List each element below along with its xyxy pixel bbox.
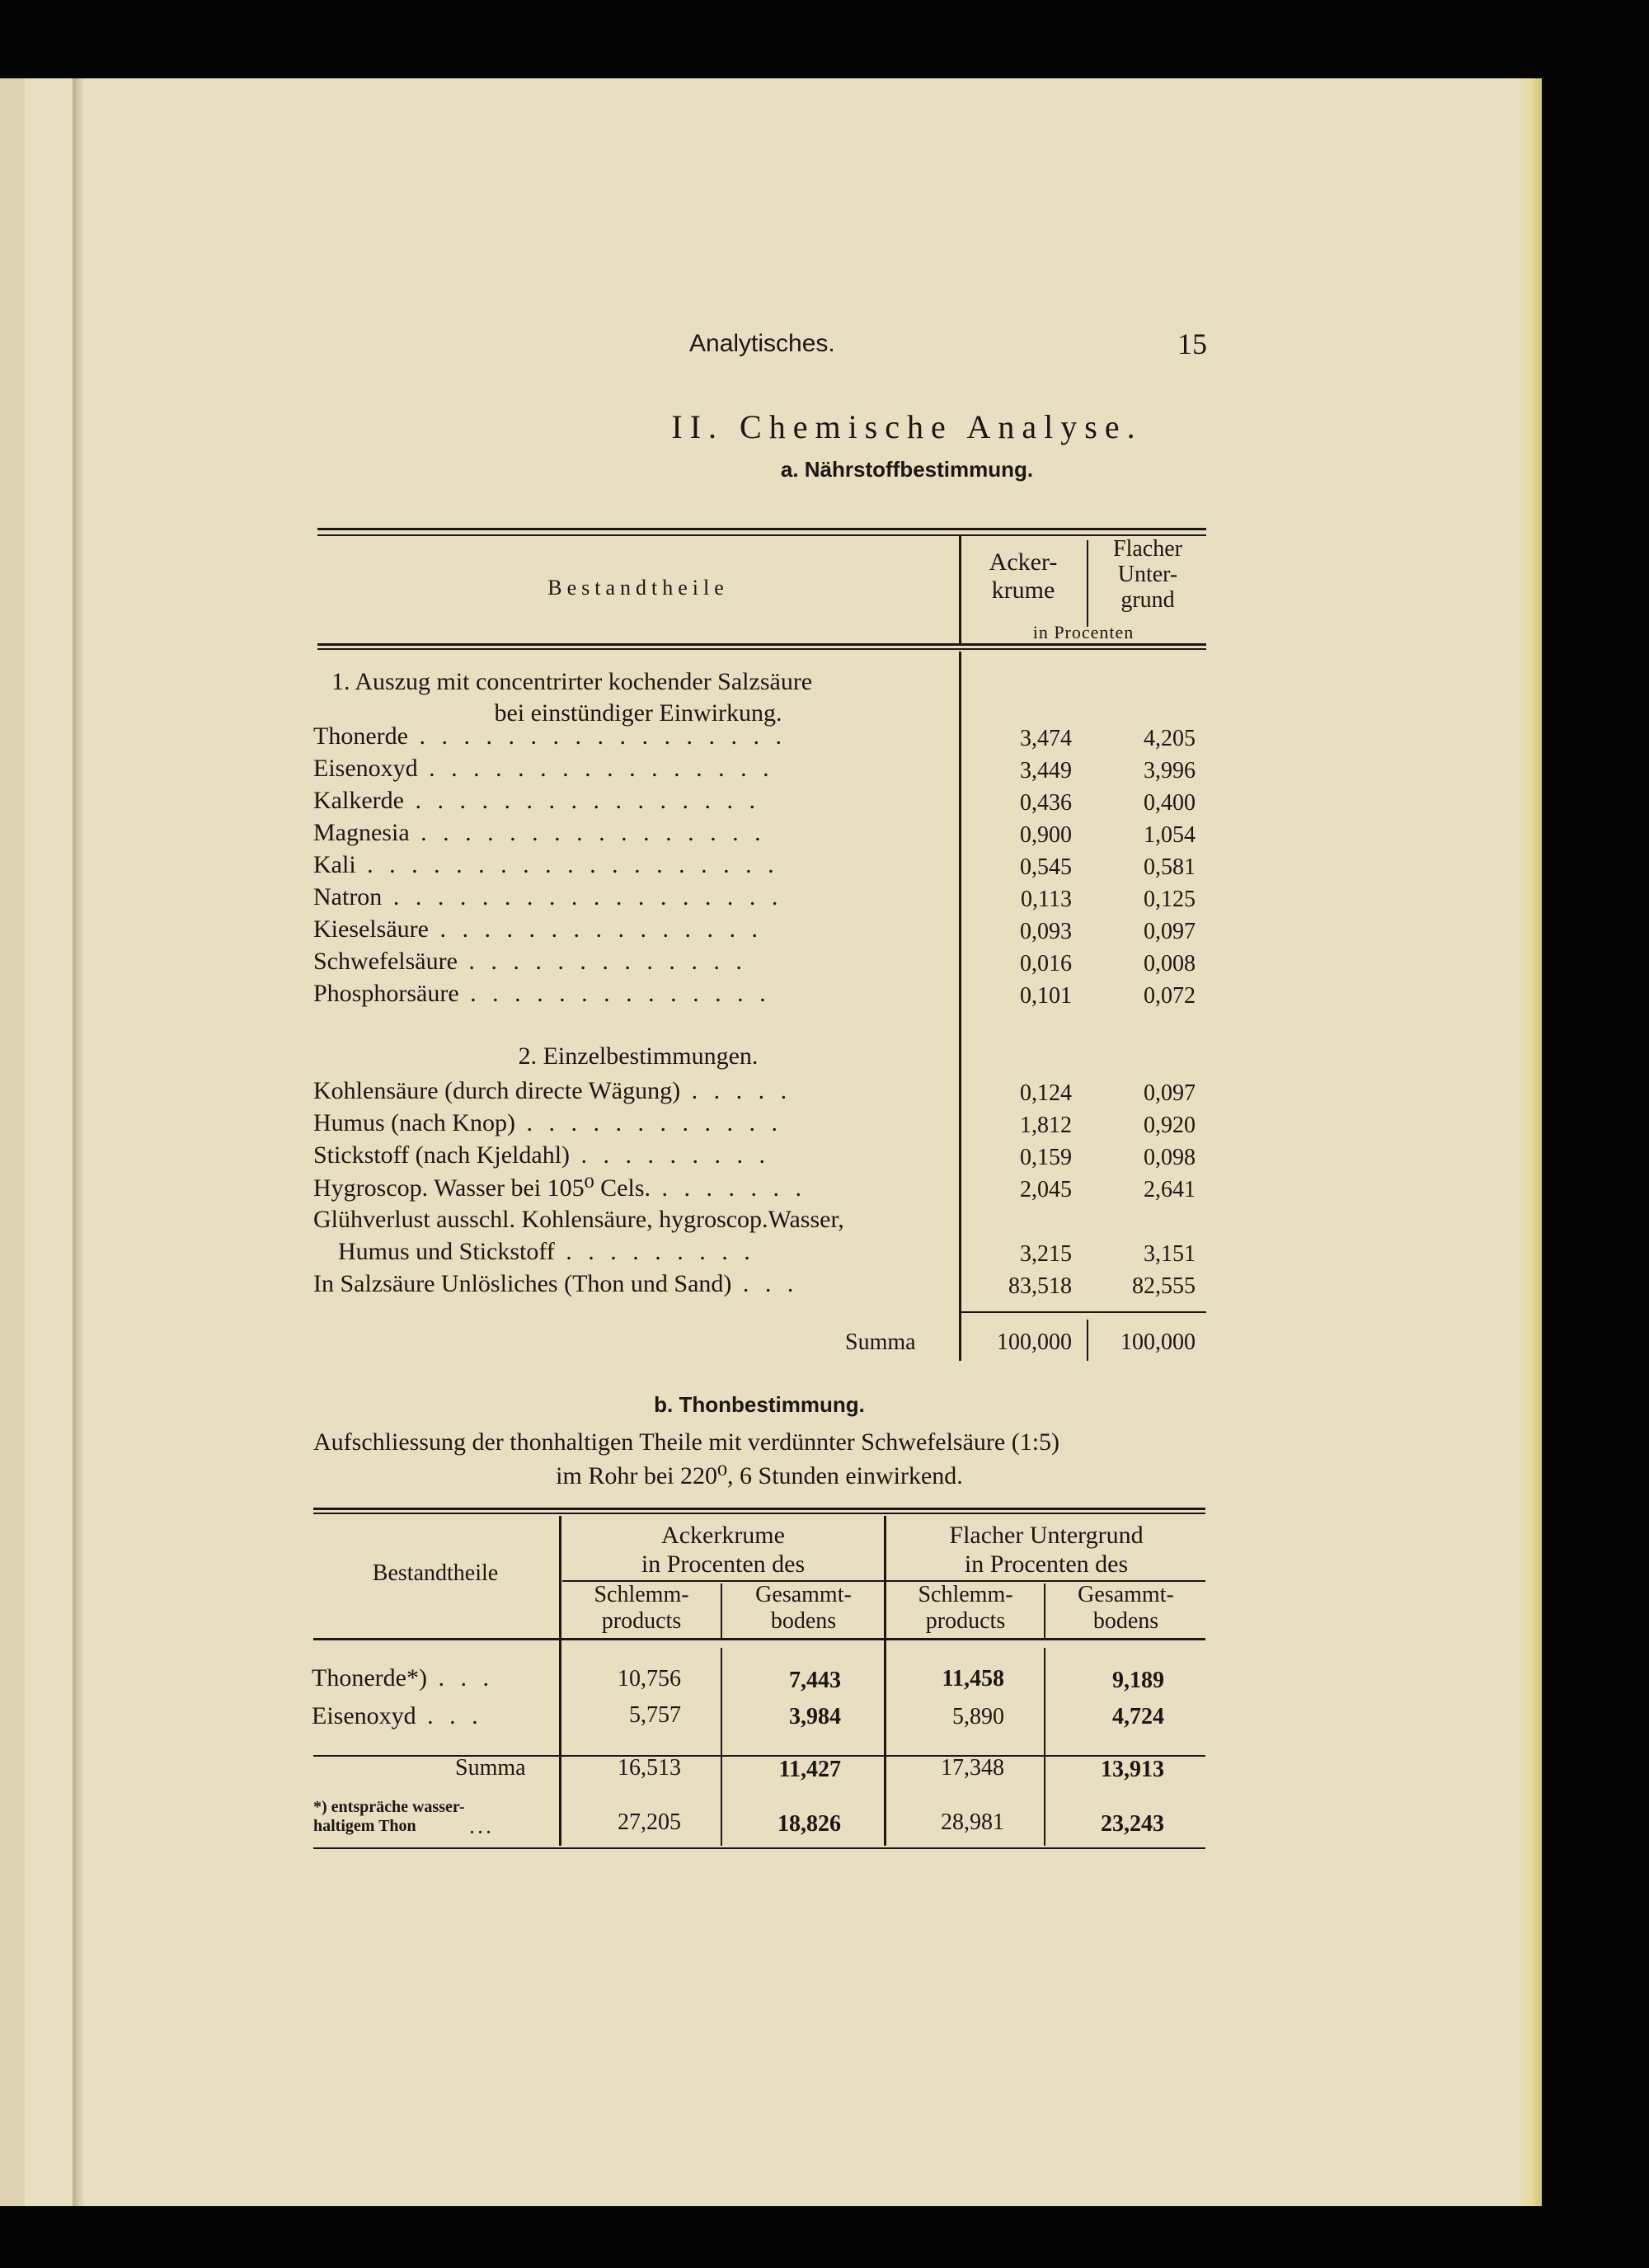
group1-title-line1: 1. Auszug mit concentrirter kochender Salzsäure <box>331 668 813 695</box>
value-ackerkrume: 0,093 <box>1020 919 1072 944</box>
value-ackerkrume: 1,812 <box>1020 1113 1072 1138</box>
footnote-label: *) entspräche wasser- haltigem Thon <box>313 1798 465 1835</box>
summa-rule <box>959 1311 1206 1313</box>
value-gesammt-unter: 23,243 <box>1101 1811 1164 1837</box>
footnote-dots: . . . <box>470 1819 491 1837</box>
value-ackerkrume: 3,449 <box>1020 758 1072 783</box>
value-ackerkrume: 0,436 <box>1020 790 1072 816</box>
value-schlemm-acker: 16,513 <box>618 1755 681 1781</box>
value-untergrund: 0,581 <box>1144 854 1196 880</box>
value-schlemm-acker: 5,757 <box>629 1702 681 1728</box>
row-label: Magnesia <box>313 819 410 846</box>
value-untergrund: 0,072 <box>1144 983 1196 1009</box>
table-b-bodydivider-2 <box>1044 1648 1045 1846</box>
table-b-col-bestandtheile: Bestandtheile <box>372 1560 499 1586</box>
value-gesammt-acker: 7,443 <box>789 1668 841 1693</box>
value-gesammt-unter: 13,913 <box>1101 1757 1164 1782</box>
page <box>25 78 1534 2206</box>
value-schlemm-unter: 17,348 <box>941 1755 1004 1781</box>
row-label: Natron <box>313 883 383 910</box>
table-b-divider-1 <box>559 1516 561 1846</box>
table-b-intro-line1: Aufschliessung der thonhaltigen Theile mit verdünnter Schwefelsäure (1:5) <box>313 1428 1060 1456</box>
row-label: Schwefelsäure <box>313 948 458 975</box>
row-label: In Salzsäure Unlösliches (Thon und Sand) <box>313 1270 732 1297</box>
book-gutter <box>73 78 84 2206</box>
row-label: Phosphorsäure <box>313 980 459 1007</box>
row-label: Glühverlust ausschl. Kohlensäure, hygroscop.Wasser, <box>313 1206 844 1233</box>
value-untergrund: 0,920 <box>1144 1113 1196 1138</box>
table-b-divider-2 <box>884 1516 886 1846</box>
value-untergrund: 2,641 <box>1144 1177 1196 1202</box>
value-ackerkrume: 0,101 <box>1020 983 1072 1009</box>
table-b-title: b. Thonbestimmung. <box>654 1392 865 1417</box>
table-b-grp-ackerkrume: Ackerkrume in Procenten des <box>641 1522 806 1578</box>
value-ackerkrume: 0,113 <box>1021 887 1072 912</box>
table-a-unit: in Procenten <box>1032 622 1135 642</box>
table-b-sub-schlemm-1: Schlemm- products <box>594 1582 689 1634</box>
table-b-top-rule-2 <box>313 1513 1205 1514</box>
row-label: Hygroscop. Wasser bei 105⁰ Cels. <box>313 1174 651 1202</box>
value-gesammt-acker: 11,427 <box>778 1757 841 1782</box>
value-schlemm-acker: 27,205 <box>618 1809 681 1835</box>
page-edge-right <box>1517 78 1542 2206</box>
table-b-subdivider-1 <box>721 1583 722 1638</box>
value-ackerkrume: 3,474 <box>1020 726 1072 751</box>
row-label: Eisenoxyd <box>313 755 418 782</box>
value-ackerkrume: 0,124 <box>1020 1080 1072 1106</box>
value-untergrund: 0,098 <box>1144 1145 1196 1170</box>
value-ackerkrume: 0,900 <box>1020 822 1072 848</box>
value-untergrund: 0,125 <box>1144 887 1196 912</box>
row-label: Thonerde <box>313 722 408 750</box>
value-untergrund: 3,996 <box>1144 758 1196 783</box>
value-gesammt-acker: 18,826 <box>778 1811 841 1837</box>
value-schlemm-unter: 11,458 <box>942 1666 1004 1692</box>
table-b-sub-gesammt-1: Gesammt- bodens <box>755 1582 852 1634</box>
table-a-col-untergrund: Flacher Unter- grund <box>1113 536 1182 613</box>
value-untergrund: 0,097 <box>1144 1080 1196 1106</box>
table-b-grp-untergrund: Flacher Untergrund in Procenten des <box>949 1522 1144 1578</box>
group2-title: 2. Einzelbestimmungen. <box>518 1042 759 1070</box>
value-ackerkrume: 0,016 <box>1020 951 1072 976</box>
table-a-top-rule <box>317 528 1206 530</box>
table-b-bodydivider-1 <box>721 1648 722 1846</box>
page-number: 15 <box>1177 327 1207 360</box>
group1-title-line2: bei einstündiger Einwirkung. <box>494 699 782 727</box>
row-label: Eisenoxyd <box>312 1702 416 1729</box>
table-b-sub-gesammt-2: Gesammt- bodens <box>1078 1582 1174 1634</box>
value-schlemm-unter: 28,981 <box>941 1809 1004 1835</box>
table-b-intro-line2: im Rohr bei 220⁰, 6 Stunden einwirkend. <box>556 1462 963 1489</box>
row-label: Kieselsäure <box>313 915 429 943</box>
table-a-title: a. Nährstoffbestimmung. <box>780 457 1034 482</box>
table-a-top-rule-2 <box>317 534 1206 536</box>
row-label: Kohlensäure (durch directe Wägung) <box>313 1077 681 1104</box>
row-label: Kalkerde <box>313 787 404 814</box>
table-a-col-ackerkrume: Acker- krume <box>989 548 1058 604</box>
value-ackerkrume: 0,545 <box>1020 854 1072 880</box>
table-b-bottom-rule <box>313 1847 1205 1849</box>
value-ackerkrume: 2,045 <box>1020 1177 1072 1202</box>
table-a-header-rule <box>317 643 1206 646</box>
row-label-cont: Humus und Stickstoff <box>338 1238 555 1265</box>
row-label: Stickstoff (nach Kjeldahl) <box>313 1141 571 1169</box>
value-schlemm-acker: 10,756 <box>618 1666 681 1692</box>
value-ackerkrume: 3,215 <box>1020 1241 1072 1267</box>
summa-untergrund: 100,000 <box>1120 1329 1196 1355</box>
value-untergrund: 0,008 <box>1144 951 1196 976</box>
running-title: Analytisches. <box>689 330 835 357</box>
table-b-sub-schlemm-2: Schlemm- products <box>918 1582 1013 1634</box>
value-untergrund: 82,555 <box>1132 1273 1196 1299</box>
row-label: Humus (nach Knop) <box>313 1109 515 1136</box>
value-untergrund: 0,400 <box>1144 790 1196 816</box>
value-gesammt-unter: 9,189 <box>1112 1668 1164 1693</box>
value-untergrund: 4,205 <box>1144 726 1196 751</box>
summa-label: Summa <box>845 1329 916 1355</box>
value-untergrund: 0,097 <box>1144 919 1196 944</box>
row-label: Thonerde*) <box>312 1664 427 1692</box>
summa-ackerkrume: 100,000 <box>997 1329 1072 1355</box>
table-b-subdivider-2 <box>1044 1583 1045 1638</box>
value-schlemm-unter: 5,890 <box>952 1704 1004 1729</box>
table-b-header-rule <box>313 1638 1205 1640</box>
table-b-top-rule <box>313 1508 1205 1510</box>
table-a-header-rule-2 <box>317 648 1206 650</box>
value-ackerkrume: 0,159 <box>1020 1145 1072 1170</box>
table-a-divider-head-2 <box>1087 540 1088 627</box>
row-label: Summa <box>455 1755 526 1781</box>
section-title: II. Chemische Analyse. <box>671 408 1143 445</box>
table-a-col-bestandtheile: Bestandtheile <box>547 576 729 600</box>
value-untergrund: 1,054 <box>1144 822 1196 848</box>
value-untergrund: 3,151 <box>1144 1241 1196 1267</box>
value-gesammt-acker: 3,984 <box>789 1704 841 1729</box>
value-gesammt-unter: 4,724 <box>1112 1704 1164 1729</box>
value-ackerkrume: 83,518 <box>1008 1273 1072 1299</box>
row-label: Kali <box>313 851 356 878</box>
